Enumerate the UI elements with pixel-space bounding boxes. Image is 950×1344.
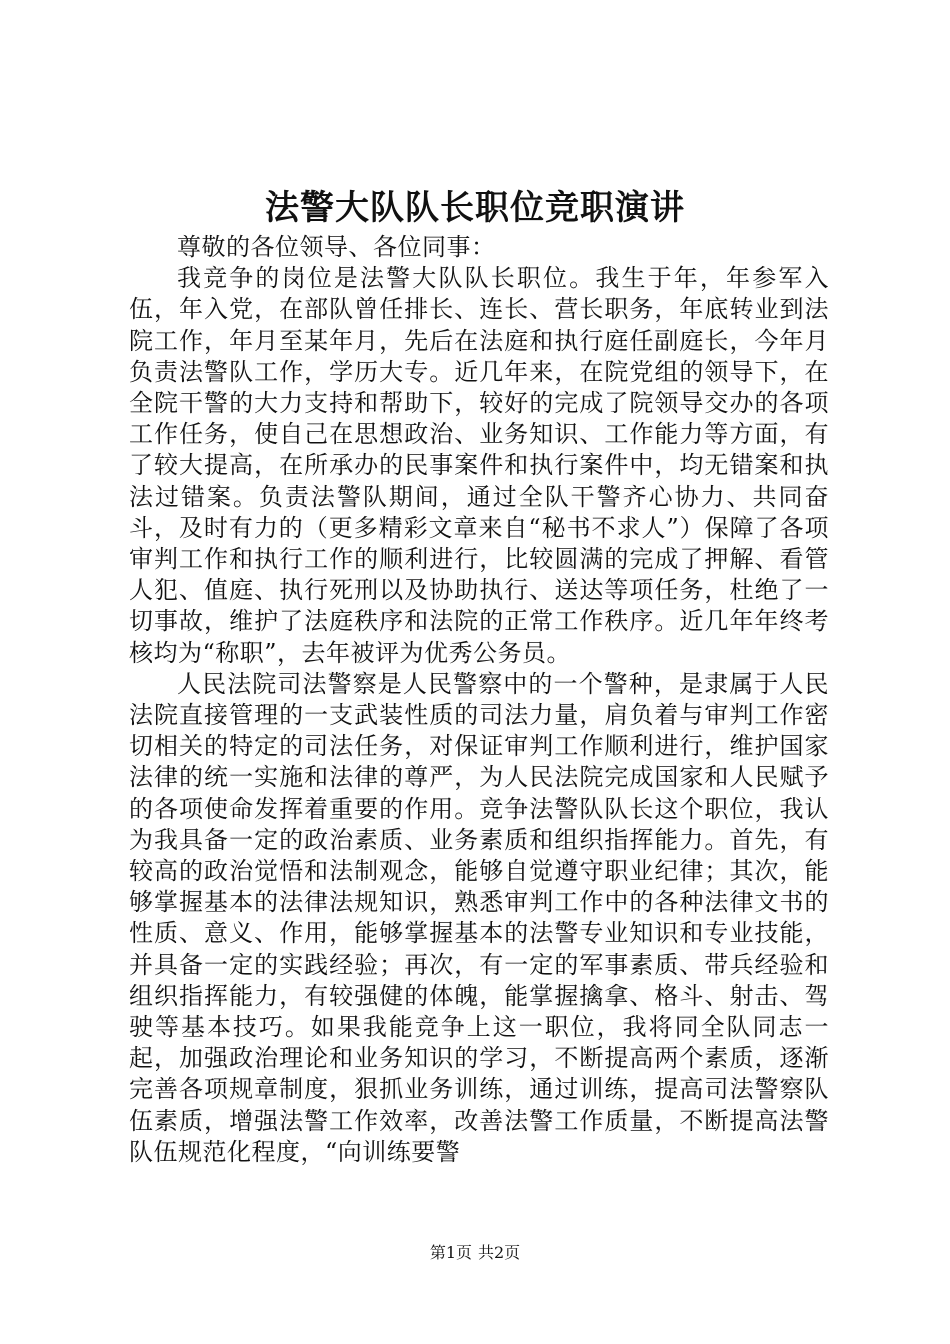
page-total: 共2页 [478, 1243, 521, 1262]
salutation: 尊敬的各位领导、各位同事： [177, 233, 496, 261]
document-title: 法警大队队长职位竞职演讲 [265, 188, 685, 228]
paragraph-2: 人民法院司法警察是人民警察中的一个警种，是隶属于人民法院直接管理的一支武装性质的司法力量，肩负着与审判工作密切相关的特定的司法任务，对保证审判工作顺利进行，维护国家法律的统一实施和法律的尊严，为人民法院完成国家和人民赋予的各项使命发挥着重要的作用。竞争法警队队长这个职位，我认为我具备一定的政治素质、业务素质和组织指挥能力。首先，有较高的政治觉悟和法制观念，能够自觉遵守职业纪律；其次，能够掌握基本的法律法规知识，熟悉审判工作中的各种法律文书的性质、意义、作用，能够掌握基本的法警专业知识和专业技能，并具备一定的实践经验；再次，有一定的军事素质、带兵经验和组织指挥能力，有较强健的体魄，能掌握擒拿、格斗、射击、驾驶等基本技巧。如果我能竞争上这一职位，我将同全队同志一起，加强政治理论和业务知识的学习，不断提高两个素质，逐渐完善各项规章制度，狠抓业务训练，通过训练，提高司法警察队伍素质，增强法警工作效率，改善法警工作质量，不断提高法警队伍规范化程度，“向训练要警 [129, 669, 829, 1166]
paragraph-1: 我竞争的岗位是法警大队队长职位。我生于年，年参军入伍，年入党，在部队曾任排长、连长、营长职务，年底转业到法院工作，年月至某年月，先后在法庭和执行庭任副庭长，今年月负责法警队工作，学历大专。近几年来，在院党组的领导下，在全院干警的大力支持和帮助下，较好的完成了院领导交办的各项工作任务，使自己在思想政治、业务知识、工作能力等方面，有了较大提高，在所承办的民事案件和执行案件中，均无错案和执法过错案。负责法警队期间，通过全队干警齐心协力、共同奋斗，及时有力的（更多精彩文章来自“秘书不求人”）保障了各项审判工作和执行工作的顺利进行，比较圆满的完成了押解、看管人犯、值庭、执行死刑以及协助执行、送达等项任务，杜绝了一切事故，维护了法庭秩序和法院的正常工作秩序。近几年年终考核均为“称职”，去年被评为优秀公务员。 [129, 264, 829, 667]
document-body [129, 232, 829, 1168]
page-footer [0, 1242, 950, 1264]
page-number: 第1页 [429, 1243, 472, 1262]
